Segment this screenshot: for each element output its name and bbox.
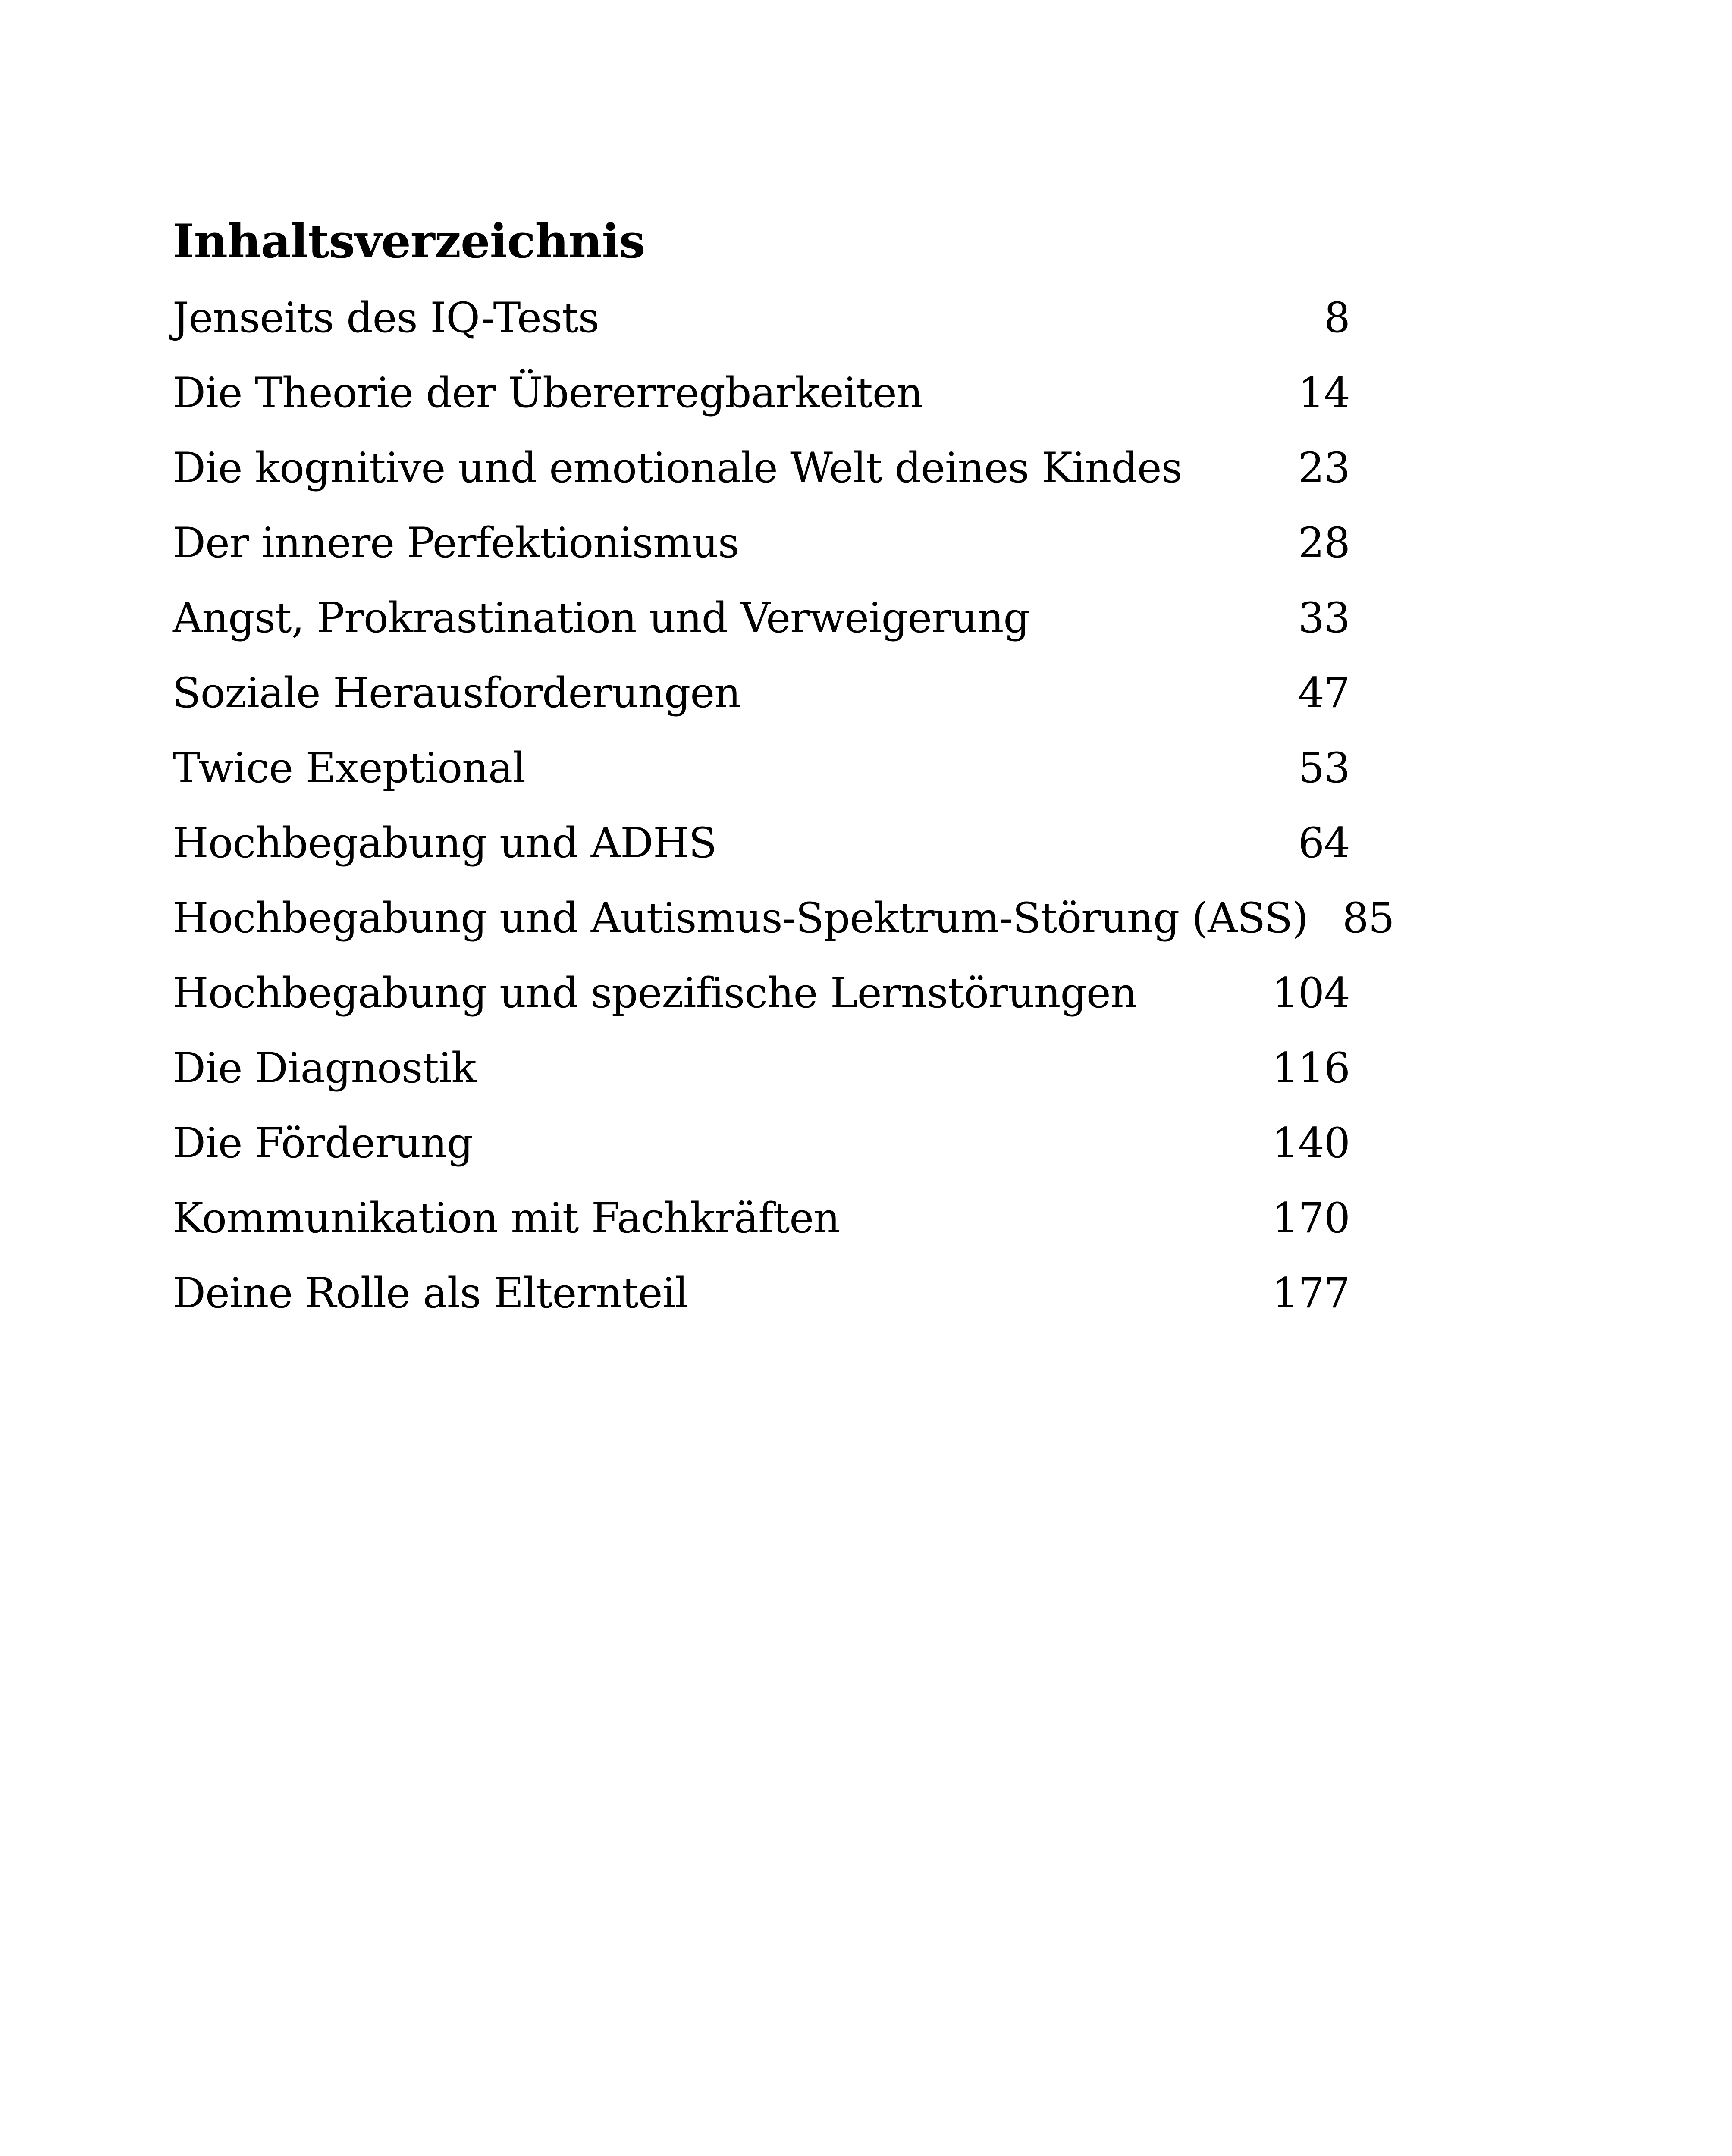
- toc-entry: [173, 1256, 1350, 1331]
- toc-entry: [173, 730, 1350, 805]
- toc-entry-label: Twice Exeptional: [173, 744, 525, 792]
- toc-entry-page: 104: [1272, 969, 1350, 1017]
- toc-entry-label: Hochbegabung und Autismus-Spektrum-Störung (ASS): [173, 894, 1308, 942]
- toc-entry: [173, 1031, 1350, 1106]
- toc-entry-label: Der innere Perfektionismus: [173, 519, 739, 567]
- table-of-contents: [173, 203, 1394, 1331]
- toc-entry-label: Kommunikation mit Fachkräften: [173, 1194, 840, 1242]
- toc-entry-page: 140: [1272, 1119, 1350, 1167]
- toc-entry-page: 116: [1272, 1044, 1350, 1092]
- toc-entry-label: Hochbegabung und spezifische Lernstörungen: [173, 969, 1137, 1017]
- toc-list: [173, 280, 1394, 1331]
- toc-entry-page: 28: [1298, 519, 1350, 567]
- toc-entry-label: Die Förderung: [173, 1119, 473, 1167]
- toc-entry-page: 64: [1298, 819, 1350, 867]
- toc-entry: [173, 580, 1350, 655]
- toc-entry-label: Soziale Herausforderungen: [173, 669, 740, 717]
- toc-entry: [173, 956, 1350, 1031]
- toc-entry-label: Die kognitive und emotionale Welt deines Kindes: [173, 444, 1182, 492]
- toc-entry-label: Angst, Prokrastination und Verweigerung: [173, 594, 1029, 642]
- toc-entry: [173, 505, 1350, 580]
- toc-entry-label: Die Diagnostik: [173, 1044, 476, 1092]
- toc-entry-page: 8: [1324, 294, 1350, 342]
- toc-entry-page: 170: [1272, 1194, 1350, 1242]
- toc-entry-page: 33: [1298, 594, 1350, 642]
- toc-entry-page: 23: [1298, 444, 1350, 492]
- toc-entry: [173, 280, 1350, 355]
- toc-entry: [173, 430, 1350, 505]
- toc-entry-page: 14: [1298, 369, 1350, 417]
- toc-entry-label: Hochbegabung und ADHS: [173, 819, 717, 867]
- toc-title: Inhaltsverzeichnis: [173, 214, 645, 269]
- toc-entry: [173, 1106, 1350, 1181]
- toc-entry: [173, 1181, 1350, 1256]
- toc-entry-page: 85: [1342, 894, 1394, 942]
- toc-entry: [173, 355, 1350, 430]
- toc-entry-label: Jenseits des IQ-Tests: [173, 294, 599, 342]
- toc-entry: [173, 655, 1350, 730]
- toc-entry-page: 53: [1298, 744, 1350, 792]
- toc-entry: [173, 881, 1394, 956]
- toc-entry-label: Deine Rolle als Elternteil: [173, 1269, 688, 1317]
- toc-entry: [173, 805, 1350, 881]
- toc-entry-label: Die Theorie der Übererregbarkeiten: [173, 369, 923, 417]
- toc-entry-page: 47: [1298, 669, 1350, 717]
- toc-entry-page: 177: [1272, 1269, 1350, 1317]
